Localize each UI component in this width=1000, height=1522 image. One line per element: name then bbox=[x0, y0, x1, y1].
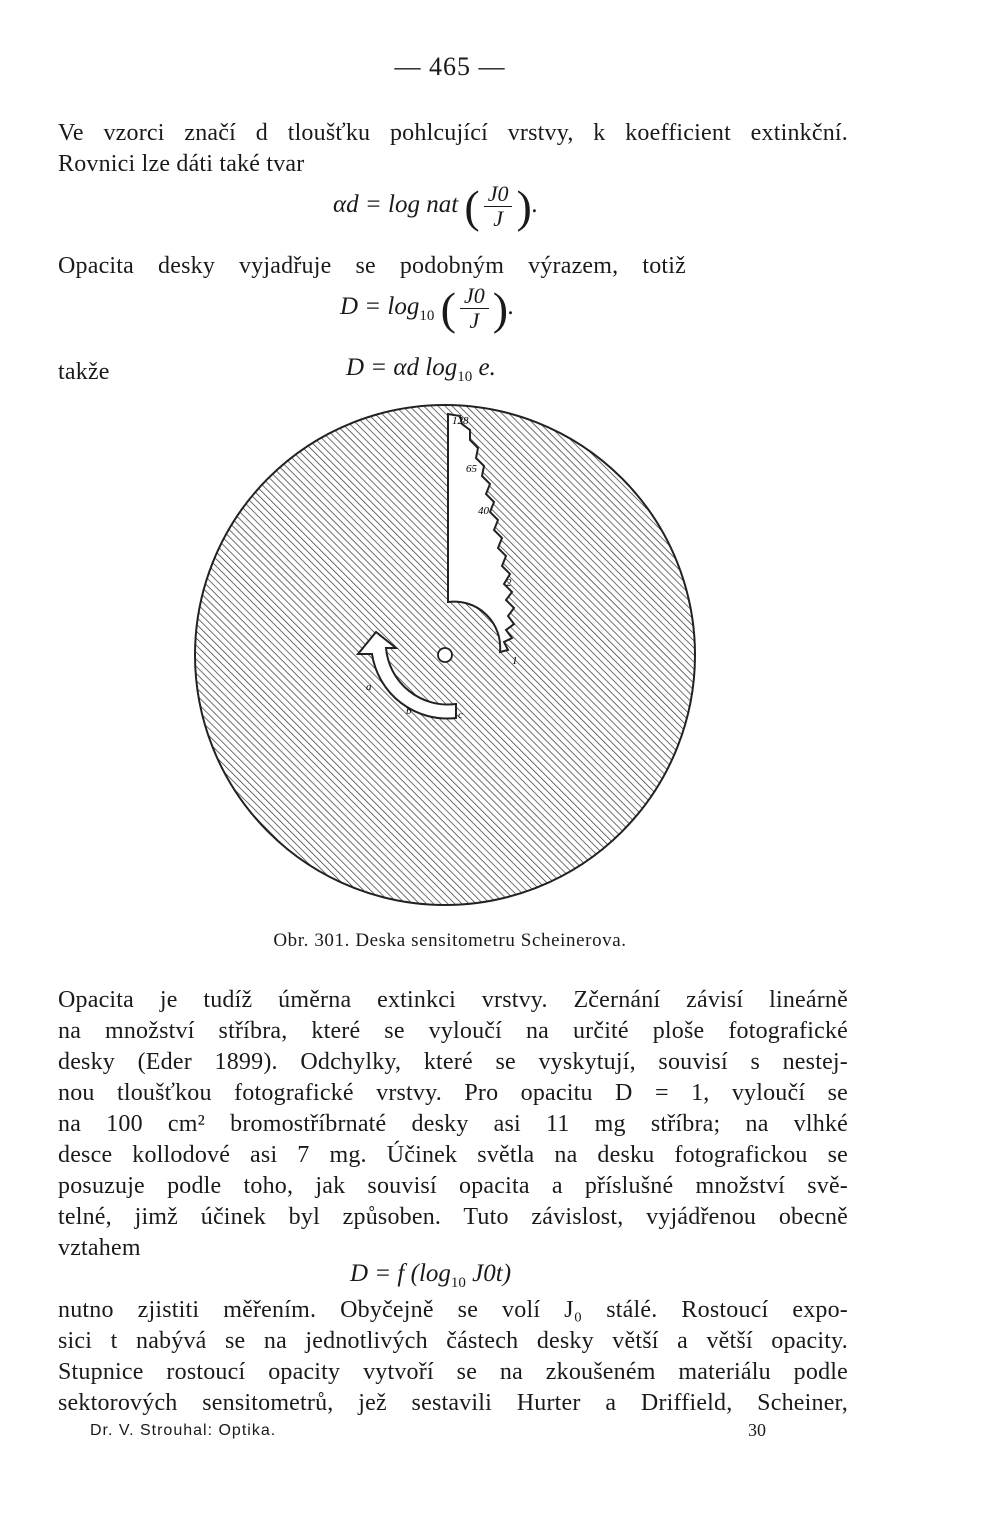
disc-center-hole bbox=[438, 648, 452, 662]
formula-relation-end: e. bbox=[472, 354, 496, 381]
formula-log10-sub: 10 bbox=[419, 308, 435, 325]
formula-log10: $D = \log_{10}$ ( $\frac{J0}{J}$ ). bbox=[340, 283, 515, 334]
body-line-7: posuzuje podle toho, jak souvisí opacita a příslušné množství svě- bbox=[58, 1173, 848, 1199]
body-line-6: desce kollodové asi 7 mg. Účinek světla na desku fotografickou se bbox=[58, 1142, 848, 1168]
sensitometer-disc-figure bbox=[190, 392, 710, 917]
body-line-12: Stupnice rostoucí opacity vytvoří se na zkoušeném materiálu podle bbox=[58, 1359, 848, 1385]
body-line-3: desky (Eder 1899). Odchylky, které se vyskytují, souvisí s nestej- bbox=[58, 1049, 848, 1075]
body-line-1: Opacita je tudíž úměrna extinkci vrstvy. Zčernání závisí lineárně bbox=[58, 987, 848, 1013]
label-40: 40 bbox=[478, 505, 489, 517]
body-line-2: na množství stříbra, které se vyloučí na určité ploše fotografické bbox=[58, 1018, 848, 1044]
label-1: 1 bbox=[512, 655, 518, 667]
label-2: 2 bbox=[506, 577, 512, 589]
intro-line-2: Rovnici lze dáti také tvar bbox=[58, 151, 305, 177]
formula-function-text: D = f (log bbox=[350, 1260, 451, 1287]
body-line-9: vztahem bbox=[58, 1235, 141, 1261]
takze-word: takže bbox=[58, 359, 110, 385]
figure-caption: Obr. 301. Deska sensitometru Scheinerova. bbox=[273, 930, 627, 951]
formula-log-nat: αd = log nat ( $\frac{J0}{J}$ ). bbox=[333, 181, 539, 232]
footer-signature-number: 30 bbox=[748, 1420, 766, 1440]
formula-log-nat-lhs: αd = log nat bbox=[333, 191, 459, 219]
formula-relation-text: D = αd log bbox=[346, 354, 458, 381]
label-65: 65 bbox=[466, 463, 477, 475]
body-line-11: sici t nabývá se na jednotlivých částech desky větší a větší opacity. bbox=[58, 1328, 848, 1354]
formula-function bbox=[350, 1260, 511, 1292]
formula-log-nat-end: . bbox=[531, 191, 539, 219]
formula-relation-sub: 10 bbox=[457, 369, 473, 385]
body-line-4: nou tloušťkou fotografické vrstvy. Pro opacitu D = 1, vyloučí se bbox=[58, 1080, 848, 1106]
body-line-8: telné, jimž účinek byl způsoben. Tuto závislost, vyjádřenou obecně bbox=[58, 1204, 848, 1230]
formula-log-nat-numerator: J0 bbox=[484, 182, 513, 207]
formula-log10-end: . bbox=[508, 293, 515, 321]
body-line-10: nutno zjistiti měřením. Obyčejně se volí J₀ stálé. Rostoucí expo- bbox=[58, 1297, 848, 1323]
body-line-5: na 100 cm² bromostříbrnaté desky asi 11 mg stříbra; na vlhké bbox=[58, 1111, 848, 1137]
body-line-13: sektorových sensitometrů, jež sestavili Hurter a Driffield, Scheiner, bbox=[58, 1390, 848, 1416]
formula-relation bbox=[346, 354, 496, 386]
label-c: c bbox=[458, 709, 463, 721]
footer-author-title: Dr. V. Strouhal: Optika. bbox=[90, 1422, 277, 1439]
label-a: a bbox=[366, 681, 372, 693]
intro-line-1: Ve vzorci značí d tloušťku pohlcující vrstvy, k koefficient extinkční. bbox=[58, 120, 848, 146]
label-b: b bbox=[406, 705, 412, 717]
opacity-line: Opacita desky vyjadřuje se podobným výrazem, totiž bbox=[58, 253, 686, 279]
formula-log10-numerator: J0 bbox=[460, 284, 489, 309]
formula-function-sub: 10 bbox=[450, 1275, 466, 1291]
formula-log10-denominator: J bbox=[469, 308, 480, 333]
formula-function-end: J0t) bbox=[465, 1260, 512, 1287]
page-number: — 465 — bbox=[394, 52, 506, 81]
label-128: 128 bbox=[452, 415, 469, 427]
formula-log10-lhs: D = log bbox=[340, 293, 420, 321]
formula-log-nat-denominator: J bbox=[493, 206, 503, 231]
